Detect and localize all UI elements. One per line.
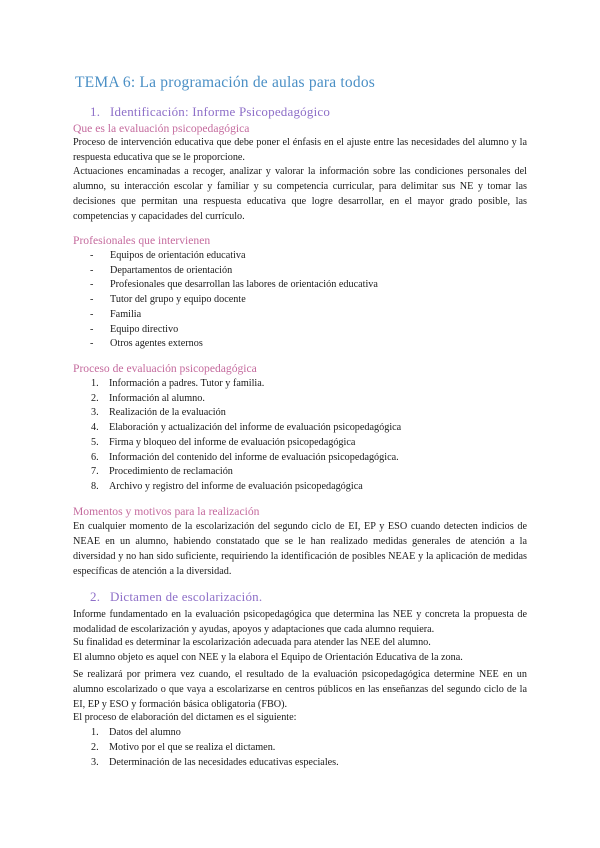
step-number: 3.	[91, 407, 99, 419]
process-item-text: Información al alumno.	[109, 392, 205, 404]
dictamen-step-text: Determinación de las necesidades educativas especiales.	[109, 757, 339, 768]
dash-bullet: -	[90, 323, 94, 335]
professional-item-text: Equipos de orientación educativa	[110, 250, 246, 261]
professional-item-text: Otros agentes externos	[110, 338, 203, 350]
professional-item-text: Tutor del grupo y equipo docente	[110, 294, 246, 306]
process-item-text: Firma y bloqueo del informe de evaluación psicopedagógica	[109, 436, 356, 448]
process-item-text: Procedimiento de reclamación	[109, 466, 233, 478]
professional-item-text: Departamentos de orientación	[110, 264, 233, 276]
step-number: 1.	[91, 378, 99, 389]
moments-heading: Momentos y motivos para la realización	[73, 505, 260, 518]
step-number: 8.	[91, 480, 99, 492]
process-item-text: Información del contenido del informe de evaluación psicopedagógica.	[109, 451, 399, 463]
process-item-text: Información a padres. Tutor y familia.	[109, 378, 265, 389]
professional-item-text: Familia	[110, 308, 142, 320]
dash-bullet: -	[90, 308, 94, 320]
dash-bullet: -	[90, 264, 94, 276]
dictamen-paragraph-3: El alumno objeto es aquel con NEE y la elabora el Equipo de Orientación Educativa de la zona.	[73, 652, 463, 663]
section-2-title: Dictamen de escolarización.	[110, 589, 263, 604]
step-number: 1.	[91, 727, 99, 738]
dictamen-step-text: Motivo por el que se realiza el dictamen.	[109, 742, 276, 753]
section-2-number: 2.	[90, 589, 101, 604]
what-is-heading: Que es la evaluación psicopedagógica	[73, 122, 250, 135]
dash-bullet: -	[90, 338, 94, 350]
step-number: 5.	[91, 436, 99, 448]
dictamen-paragraph-5: El proceso de elaboración del dictamen es el siguiente:	[73, 712, 297, 723]
section-1-number: 1.	[90, 104, 101, 119]
process-item-text: Elaboración y actualización del informe de evaluación psicopedagógica	[109, 422, 402, 434]
dictamen-paragraph-2: Su finalidad es determinar la escolarización adecuada para atender las NEE del alumno.	[73, 637, 431, 648]
process-item-text: Realización de la evaluación	[109, 407, 226, 419]
dictamen-paragraph-1: Informe fundamentado en la evaluación psicopedagógica que determina las NEE y concreta la propuesta de modalidad de escolarización y ayudas, apoyos y adaptaciones que cada alumno requiera.	[73, 609, 527, 635]
section-2-heading	[90, 589, 262, 605]
moments-paragraph: En cualquier momento de la escolarización del segundo ciclo de EI, EP y ESO cuando detecten indicios de NEAE en un alumno, habiendo constatado que se le han realizado medidas generales de atención a la diversidad y no han sido suficiente, requiriendo la identificación de posibles NEAE y la aplicación de medidas específicas de atención a la diversidad.	[73, 521, 527, 577]
what-is-paragraph-2: Actuaciones encaminadas a recoger, analizar y valorar la información sobre las condiciones personales del alumno, su interacción escolar y familiar y su competencia curricular, para delimitar sus NE y tomar las decisiones que permitan una respuesta educativa que logre desarrollar, en el mayor grado posible, las competencias y capacidades del currículo.	[73, 166, 527, 222]
step-number: 3.	[91, 757, 99, 768]
what-is-paragraph-1: Proceso de intervención educativa que debe poner el énfasis en el ajuste entre las necesidades del alumno y la respuesta educativa que se le proporcione.	[73, 137, 527, 163]
professionals-heading: Profesionales que intervienen	[73, 234, 211, 247]
step-number: 2.	[91, 392, 99, 404]
page-title: TEMA 6: La programación de aulas para todos	[75, 74, 375, 91]
step-number: 7.	[91, 466, 99, 478]
dash-bullet: -	[90, 279, 94, 291]
step-number: 6.	[91, 451, 99, 463]
step-number: 2.	[91, 742, 99, 753]
section-1-title: Identificación: Informe Psicopedagógico	[110, 104, 331, 119]
dash-bullet: -	[90, 294, 94, 306]
dictamen-step-text: Datos del alumno	[109, 727, 181, 738]
process-item-text: Archivo y registro del informe de evaluación psicopedagógica	[109, 480, 363, 492]
process-heading: Proceso de evaluación psicopedagógica	[73, 362, 257, 375]
professional-item-text: Profesionales que desarrollan las labores de orientación educativa	[110, 279, 378, 291]
dictamen-paragraph-4: Se realizará por primera vez cuando, el resultado de la evaluación psicopedagógica determine NEE en un alumno escolarizado o que vaya a escolarizarse en centros públicos en las enseñanzas del segundo ciclo de la EI, EP y ESO y formación básica obligatoria (FBO).	[73, 669, 527, 710]
section-1-heading	[90, 104, 330, 120]
step-number: 4.	[91, 422, 99, 434]
professional-item-text: Equipo directivo	[110, 323, 179, 335]
dash-bullet: -	[90, 250, 94, 261]
